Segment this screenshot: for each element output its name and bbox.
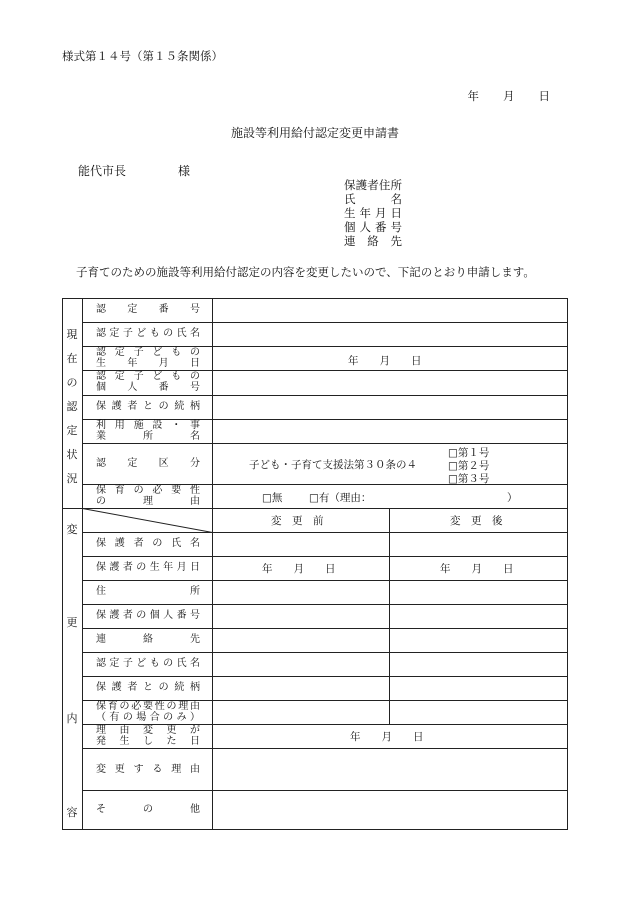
change-side-label-1: 変 <box>66 523 78 536</box>
label-contact: 連絡先 <box>96 634 200 645</box>
header-after-change: 変 更 後 <box>450 515 503 527</box>
current-side-label-6: 状 <box>66 448 78 461</box>
label-necessity-reason-line1: 保育の必要性の理由 <box>96 701 200 712</box>
applicant-contact-label: 連絡先 <box>344 234 402 248</box>
label-relationship: 保護者との続柄 <box>96 401 200 412</box>
label-necessity-line1: 保育の必要性 <box>96 485 200 496</box>
label-certification-number: 認定番号 <box>96 304 200 315</box>
label-necessity-line2: の理由 <box>96 496 200 507</box>
label-child-birthdate-line2: 生年月日 <box>96 358 200 369</box>
change-side-label-3: 内 <box>66 712 78 725</box>
label-change-date-line2: 発生した日 <box>96 736 200 747</box>
current-side-label-5: 定 <box>66 424 78 437</box>
label-facility-line1: 利用施設・事 <box>96 420 200 431</box>
applicant-personal-number-label: 個人番号 <box>344 220 402 234</box>
request-statement: 子育てのための施設等利用給付認定の内容を変更したいので、下記のとおり申請します。 <box>76 265 535 279</box>
label-guardian-name: 保護者の氏名 <box>96 538 200 549</box>
label-change-child-name: 認定子どもの氏名 <box>96 658 200 669</box>
applicant-birthdate-label: 生年月日 <box>344 206 402 220</box>
current-side-label-1: 現 <box>66 328 78 341</box>
category-option-2: □第２号 <box>448 460 490 472</box>
header-diagonal <box>83 509 213 533</box>
label-other: その他 <box>96 804 200 815</box>
current-side-label-7: 況 <box>66 472 78 485</box>
date-month: 月 <box>503 89 515 103</box>
necessity-close-paren: ） <box>507 492 518 504</box>
header-before-change: 変 更 前 <box>271 515 324 527</box>
current-side-label-2: 在 <box>66 352 78 365</box>
label-guardian-birthdate: 保護者の生年月日 <box>96 562 200 573</box>
necessity-option-yes: □有（理由： <box>309 492 372 504</box>
label-child-birthdate-line1: 認定子どもの <box>96 347 200 358</box>
guardian-birthdate-after: 年 月 日 <box>440 563 514 575</box>
label-change-date-line1: 理由変更が <box>96 725 200 736</box>
necessity-option-none: □無 <box>262 492 283 504</box>
applicant-address-label: 保護者住所 <box>344 178 402 192</box>
form-number: 様式第１４号（第１５条関係） <box>62 49 223 63</box>
date-year: 年 <box>467 89 479 103</box>
change-occurred-date-value: 年 月 日 <box>350 731 424 743</box>
addressee-name: 能代市長 <box>78 164 127 178</box>
document-title: 施設等利用給付認定変更申請書 <box>230 126 399 140</box>
current-side-label-4: 認 <box>66 400 78 413</box>
label-category: 認定区分 <box>96 458 200 469</box>
current-side-label-3: の <box>66 376 78 389</box>
child-birthdate-value: 年 月 日 <box>348 355 422 367</box>
category-option-1: □第１号 <box>448 447 490 459</box>
applicant-name-label: 氏名 <box>344 192 402 206</box>
label-guardian-number: 保護者の個人番号 <box>96 610 200 621</box>
label-child-name: 認定子どもの氏名 <box>96 328 200 339</box>
change-side-label-4: 容 <box>66 806 78 819</box>
addressee-honorific: 様 <box>178 164 191 178</box>
label-facility-line2: 業所名 <box>96 431 200 442</box>
label-change-relationship: 保護者との続柄 <box>96 682 200 693</box>
date-day: 日 <box>538 89 550 103</box>
label-child-number-line2: 個人番号 <box>96 382 200 393</box>
label-necessity-reason-line2: （有の場合のみ） <box>96 712 200 723</box>
label-child-number-line1: 認定子どもの <box>96 371 200 382</box>
label-address: 住所 <box>96 586 200 597</box>
change-side-label-2: 更 <box>66 616 78 629</box>
guardian-birthdate-before: 年 月 日 <box>262 563 336 575</box>
category-law-text: 子ども・子育て支援法第３０条の４ <box>249 459 417 471</box>
label-change-reason: 変更する理由 <box>96 764 200 775</box>
category-option-3: □第３号 <box>448 473 490 485</box>
